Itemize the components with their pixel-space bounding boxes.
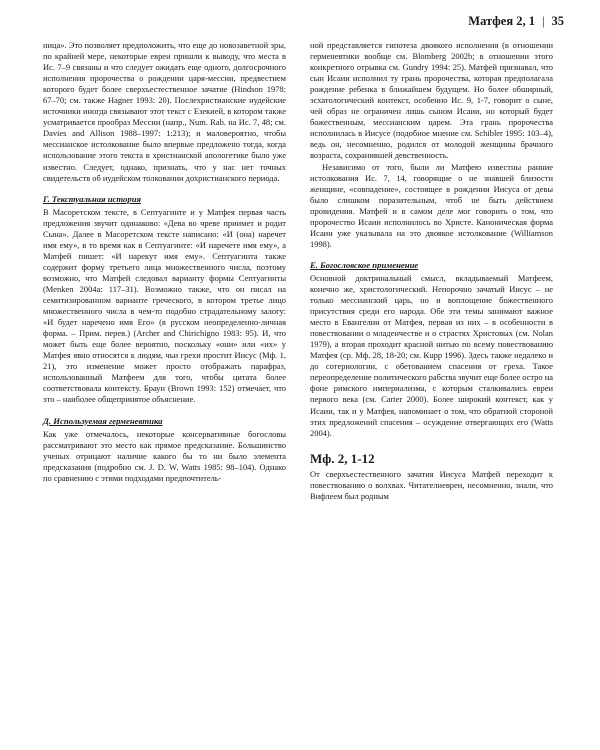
section-e-paragraph: Основной доктринальный смысл, вкладываемый Матфеем, конечно же, христологический. Непорочно зачатый Иисус – не только мессианский царь, но и воплощение божественного присутствия среди его народа. Обе эти темы занимают важное место в Евангелии от Матфея, первая из них – в особенности в повествовании о младенчестве и о страстях Христовых (см. Nolan 1979), а вторая проходит красной нитью по всему повествованию Матфея (ср. Мф. 28, 18-20; см. Kupp 1996). Здесь также недалеко и до сотериологии, с обетованием спасения от греха. Такое переопределение политического рабства звучит еще более остро на фоне римского империализма, с которым сталкивались евреи первого века (см. Carter 2000). Более широкий контекст, как у Исаии, так и у Матфея, напоминает о том, что обратной стороной этих предложений спасения – осуждение отвергающих его (Watts 2004). xyxy=(310,272,553,438)
section-e-heading: Е. Богословское применение xyxy=(310,259,419,270)
section-d-heading: Д. Используемая герменевтика xyxy=(43,415,163,426)
section-g-paragraph: В Масоретском тексте, в Септуагинте и у Матфея первая часть предложения звучит одинаково: «Дева во чреве приимет и родит Сына». Далее в Масоретском тексте написано: «И (она) наречет имя ему», в то время как в Септуагинте: «И наречете имя ему», а Матфей пишет: «И нарекут имя ему». Септуагинта также содержит форму третьего лица множественного числа, поэтому возможно, что Матфей следовал варианту формы Септуагинты (Menken 2004a: 117–31). Возможно также, что он писал на семитизированном варианте греческого, в котором третье лицо множественного числа в чем-то подобно страдательному залогу: «И будет наречено имя Его» (в русском неопределенно-личная форма. – Прим. перев.) (Archer and Chirichigno 1983: 95). И, что может быть еще более вероятно, поскольку «они» или «их» у Матфея явно относятся к людям, чьи грехи простит Иисус (Мф. 1, 21), это изменение может просто отображать парафраз, использованный Матфеем для того, чтобы цитата более соответствовала контексту. Браун (Brown 1993: 152) отмечает, что это – наиболее общепринятое объяснение. xyxy=(43,206,286,405)
left-intro-paragraph: ница». Это позволяет предположить, что еще до новозаветной эры, по крайней мере, некоторые евреи пришли к выводу, что места в Ис. 7–9 связаны и что следует ожидать еще одного, долгосрочного исполнения пророчества о рождении царя-мессии, предвестием которого будет более сверхъестественное зачатие (Hindson 1978: 67–70; см. также Hagner 1993: 20). Послехристианские иудейские источники иногда связывают этот текст с Езекией, в котором также усматривается прообраз Мессии (напр., Num. Rab. на Ис. 7, 48; см. Davies and Allison 1988–1997: 1:213); и маловероятно, чтобы мессианское истолкование было впервые предложено тогда, когда использование этого текста в христианской апологетике было уже известно. Следует, однако, признать, что у нас нет точных свидетельств об иудейском толковании дохристианского периода. xyxy=(43,40,286,183)
passage-intro-paragraph: От сверхъестественного зачатия Иисуса Матфей переходит к повествованию о волхвах. Читателиевреи, несомненно, знали, что Вифлеем был родным xyxy=(310,468,553,501)
header-title: Матфея 2, 1 xyxy=(468,14,535,28)
section-d-paragraph: Как уже отмечалось, некоторые консервативные богословы рассматривают это место как прямое предсказание. Большинство ученых отрицают наличие какого бы то ни было элемента предсказания (подробно см. J. D. W. Watts 1985: 98–104). Однако по сравнению с этими подходами предпочтитель- xyxy=(43,428,286,483)
section-g-heading: Г. Текстуальная история xyxy=(43,193,142,204)
right-column xyxy=(310,40,553,502)
right-second-paragraph: Независимо от того, были ли Матфею известны ранние истолкования Ис. 7, 14, говорящие о не знавшей близости женщине, «совпадение», состоящее в рождении Иисуса от девы было слишком поразительным, чтоб не быть действием провидения. Матфей и в самом деле мог говорить о том, что пророчество Исаии исполнилось во Христе. Каноническая форма Исаии уже указывала на это двоякое истолкование (Williamson 1998). xyxy=(310,161,553,249)
page-number: 35 xyxy=(551,14,564,28)
running-header xyxy=(468,14,564,29)
left-column xyxy=(43,40,286,484)
header-separator: | xyxy=(541,14,545,28)
right-intro-paragraph: ной представляется гипотеза двоякого исполнения (в отношении герменевтики вообще см. Blomberg 2002b; в отношении этого конкретного отрывка см. Gundry 1994: 25). Матфей признавал, что сын Исаии исполнил ту грань пророчества, которая предполагала рождение ребенка в ближайшем будущем. Но более обширный, эсхатологический контекст, особенно Ис. 9, 1-7, говорит о сыне, чей образ не ограничен лишь сыном Исаии, но который будет божественным, мессианским царем. Эта грань пророчества исполнилась в Иисусе (подобное мнение см. Schibler 1995: 103–4), ведь он, несомненно, родился от молодой женщины брачного возраста, сохранившей девственность. xyxy=(310,40,553,161)
passage-heading: Мф. 2, 1-12 xyxy=(310,450,375,466)
